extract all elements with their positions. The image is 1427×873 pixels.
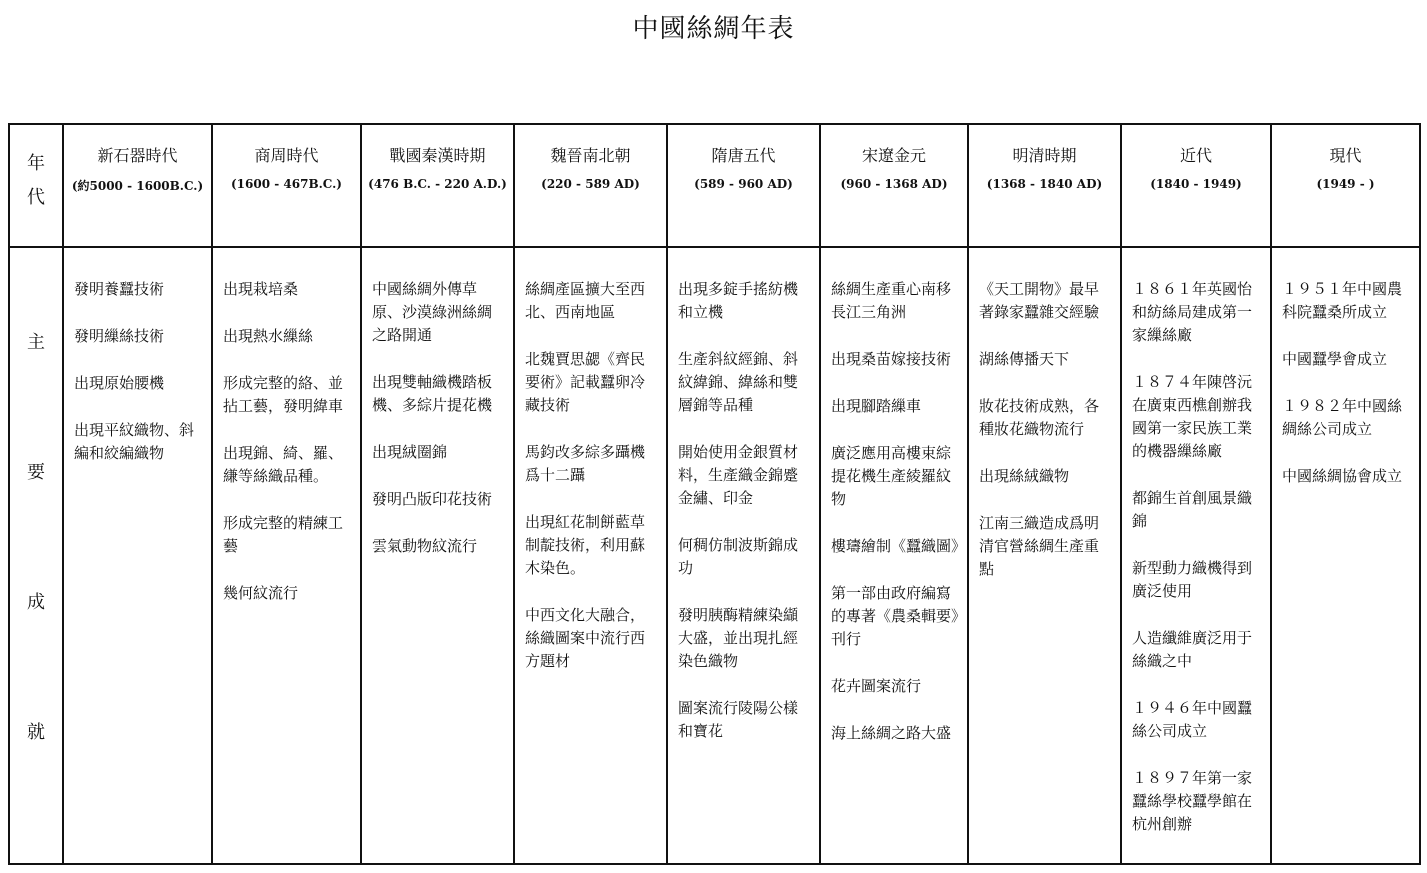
era-header-wei-jin [514, 124, 667, 247]
achievement-item: 出現絲絨織物 [979, 467, 1070, 485]
achievement-item: 出現栽培桑 [223, 280, 299, 298]
achievements-cell [1271, 247, 1420, 864]
achievement-item: 幾何紋流行 [223, 584, 299, 602]
era-range: (約5000 - 1600B.C.) [71, 179, 204, 193]
achievement-item: １９４６年中國蠶絲公司成立 [1132, 699, 1253, 740]
achievements-cell [820, 247, 968, 864]
achievements-cell [63, 247, 212, 864]
achievement-item: 形成完整的絡、並拈工藝，發明緯車 [223, 374, 344, 415]
achievement-item: 出現原始腰機 [74, 374, 165, 392]
achievement-item: 中西文化大融合，絲織圖案中流行西方題材 [525, 606, 646, 670]
era-name: 戰國秦漢時期 [389, 146, 486, 165]
achievement-item: 中國蠶學會成立 [1282, 350, 1388, 368]
era-range: (476 B.C. - 220 A.D.) [368, 177, 507, 191]
achievements-cell [361, 247, 514, 864]
achievement-item: １９８２年中國絲綢絲公司成立 [1282, 397, 1403, 438]
era-header-modern [1121, 124, 1271, 247]
era-range: (1840 - 1949) [1150, 177, 1242, 191]
achievement-item: 發明胰酶精練染纈大盛，並出現扎經染色織物 [678, 606, 799, 670]
era-range: (1949 - ) [1316, 177, 1375, 191]
achievement-item: 廣泛應用高樓束綜提花機生產綾羅紋物 [831, 444, 952, 508]
achievement-item: 《天工開物》最早著錄家蠶雜交經驗 [979, 280, 1100, 321]
era-row-label: 年 代 [9, 124, 63, 247]
achievement-item: １８６１年英國怡和紡絲局建成第一家繅絲廠 [1132, 280, 1253, 344]
achievements-cell [1121, 247, 1271, 864]
achievement-item: 絲綢生產重心南移長江三角洲 [831, 280, 952, 321]
achievement-item: 北魏賈思勰《齊民要術》記載蠶卵冷藏技術 [525, 350, 646, 414]
achievement-item: 馬鈞改多綜多躡機爲十二躡 [525, 443, 646, 484]
era-header-ming-qing [968, 124, 1121, 247]
achievement-item: 雲氣動物紋流行 [372, 537, 478, 555]
achievement-item: 出現雙軸織機踏板機、多綜片提花機 [372, 373, 493, 414]
achievements-cell [212, 247, 361, 864]
era-name: 宋遼金元 [861, 146, 926, 165]
era-name: 隋唐五代 [711, 146, 776, 165]
achievement-item: 出現腳踏繅車 [831, 397, 922, 415]
era-header-neolithic [63, 124, 212, 247]
era-header-row [9, 124, 1420, 247]
achievements-cell [514, 247, 667, 864]
era-range: (220 - 589 AD) [541, 177, 640, 191]
achievement-item: 絲綢產區擴大至西北、西南地區 [525, 280, 646, 321]
achievement-item: 圖案流行陵陽公樣和寶花 [678, 699, 799, 740]
achievement-item: 人造纖維廣泛用于絲織之中 [1132, 629, 1253, 670]
achievement-item: 出現多錠手搖紡機和立機 [678, 280, 799, 321]
achievement-item: 出現熱水繅絲 [223, 327, 314, 345]
achievement-item: 湖絲傳播天下 [979, 350, 1070, 368]
era-header-contemporary [1271, 124, 1420, 247]
achievement-item: 發明凸版印花技術 [372, 490, 493, 508]
era-header-warring-qin-han [361, 124, 514, 247]
achievement-item: １９５１年中國農科院蠶桑所成立 [1282, 280, 1403, 321]
era-name: 現代 [1329, 146, 1362, 165]
achievement-item: 發明繅絲技術 [74, 327, 165, 345]
achievements-row [9, 247, 1420, 864]
achievement-item: 形成完整的精練工藝 [223, 514, 344, 555]
achievement-item: 開始使用金銀質材料，生產織金錦蹙金繡、印金 [678, 443, 799, 507]
achievements-cell [968, 247, 1121, 864]
era-range: (960 - 1368 AD) [840, 177, 948, 191]
achievement-item: 生產斜紋經錦、斜紋緯錦、緯絲和雙層錦等品種 [678, 350, 799, 414]
silk-timeline-table [8, 123, 1421, 865]
achievement-item: 出現平紋織物、斜編和絞編織物 [74, 421, 195, 462]
achievement-item: 出現絨圈錦 [372, 443, 448, 461]
achievement-item: 樓璹繪制《蠶織圖》 [831, 537, 967, 555]
achievement-item: 何稠仿制波斯錦成功 [678, 536, 799, 577]
achievement-item: 江南三織造成爲明清官營絲綢生產重點 [979, 514, 1100, 578]
achievement-item: 新型動力織機得到廣泛使用 [1132, 559, 1253, 600]
era-name: 新石器時代 [97, 146, 178, 165]
page-title: 中國絲綢年表 [632, 14, 795, 44]
achievement-item: 出現桑苗嫁接技術 [831, 350, 952, 368]
achievement-item: 發明養蠶技術 [74, 280, 165, 298]
era-header-sui-tang [667, 124, 820, 247]
era-range: (1368 - 1840 AD) [986, 177, 1103, 191]
era-name: 魏晉南北朝 [550, 146, 631, 165]
era-header-song-yuan [820, 124, 968, 247]
era-name: 商周時代 [254, 146, 319, 165]
achievement-item: 海上絲綢之路大盛 [831, 724, 952, 742]
era-range: (589 - 960 AD) [694, 177, 793, 191]
achievement-item: 都錦生首創風景織錦 [1132, 489, 1253, 530]
era-name: 近代 [1179, 146, 1212, 165]
era-name: 明清時期 [1012, 146, 1077, 165]
era-range: (1600 - 467B.C.) [231, 177, 342, 191]
achievement-item: 出現紅花制餅藍草制靛技術，利用蘇木染色。 [525, 513, 646, 577]
achievement-item: 第一部由政府編寫的專著《農桑輯要》刊行 [831, 584, 959, 648]
achievement-item: 中國絲綢外傳草原、沙漠綠洲絲綢之路開通 [372, 280, 493, 344]
achievement-item: 中國絲綢協會成立 [1282, 467, 1403, 485]
achievement-item: 出現錦、綺、羅、縑等絲織品種。 [223, 444, 344, 485]
achievement-item: １８９７年第一家蠶絲學校蠶學館在杭州創辦 [1132, 769, 1253, 833]
era-header-shang-zhou [212, 124, 361, 247]
achievement-item: １８７４年陳啓沅在廣東西樵創辦我國第一家民族工業的機器繅絲廠 [1132, 373, 1253, 460]
achievements-row-label: 主 要 成 就 [9, 247, 63, 864]
achievements-cell [667, 247, 820, 864]
achievement-item: 妝花技術成熟，各種妝花織物流行 [979, 397, 1100, 438]
achievement-item: 花卉圖案流行 [831, 677, 922, 695]
